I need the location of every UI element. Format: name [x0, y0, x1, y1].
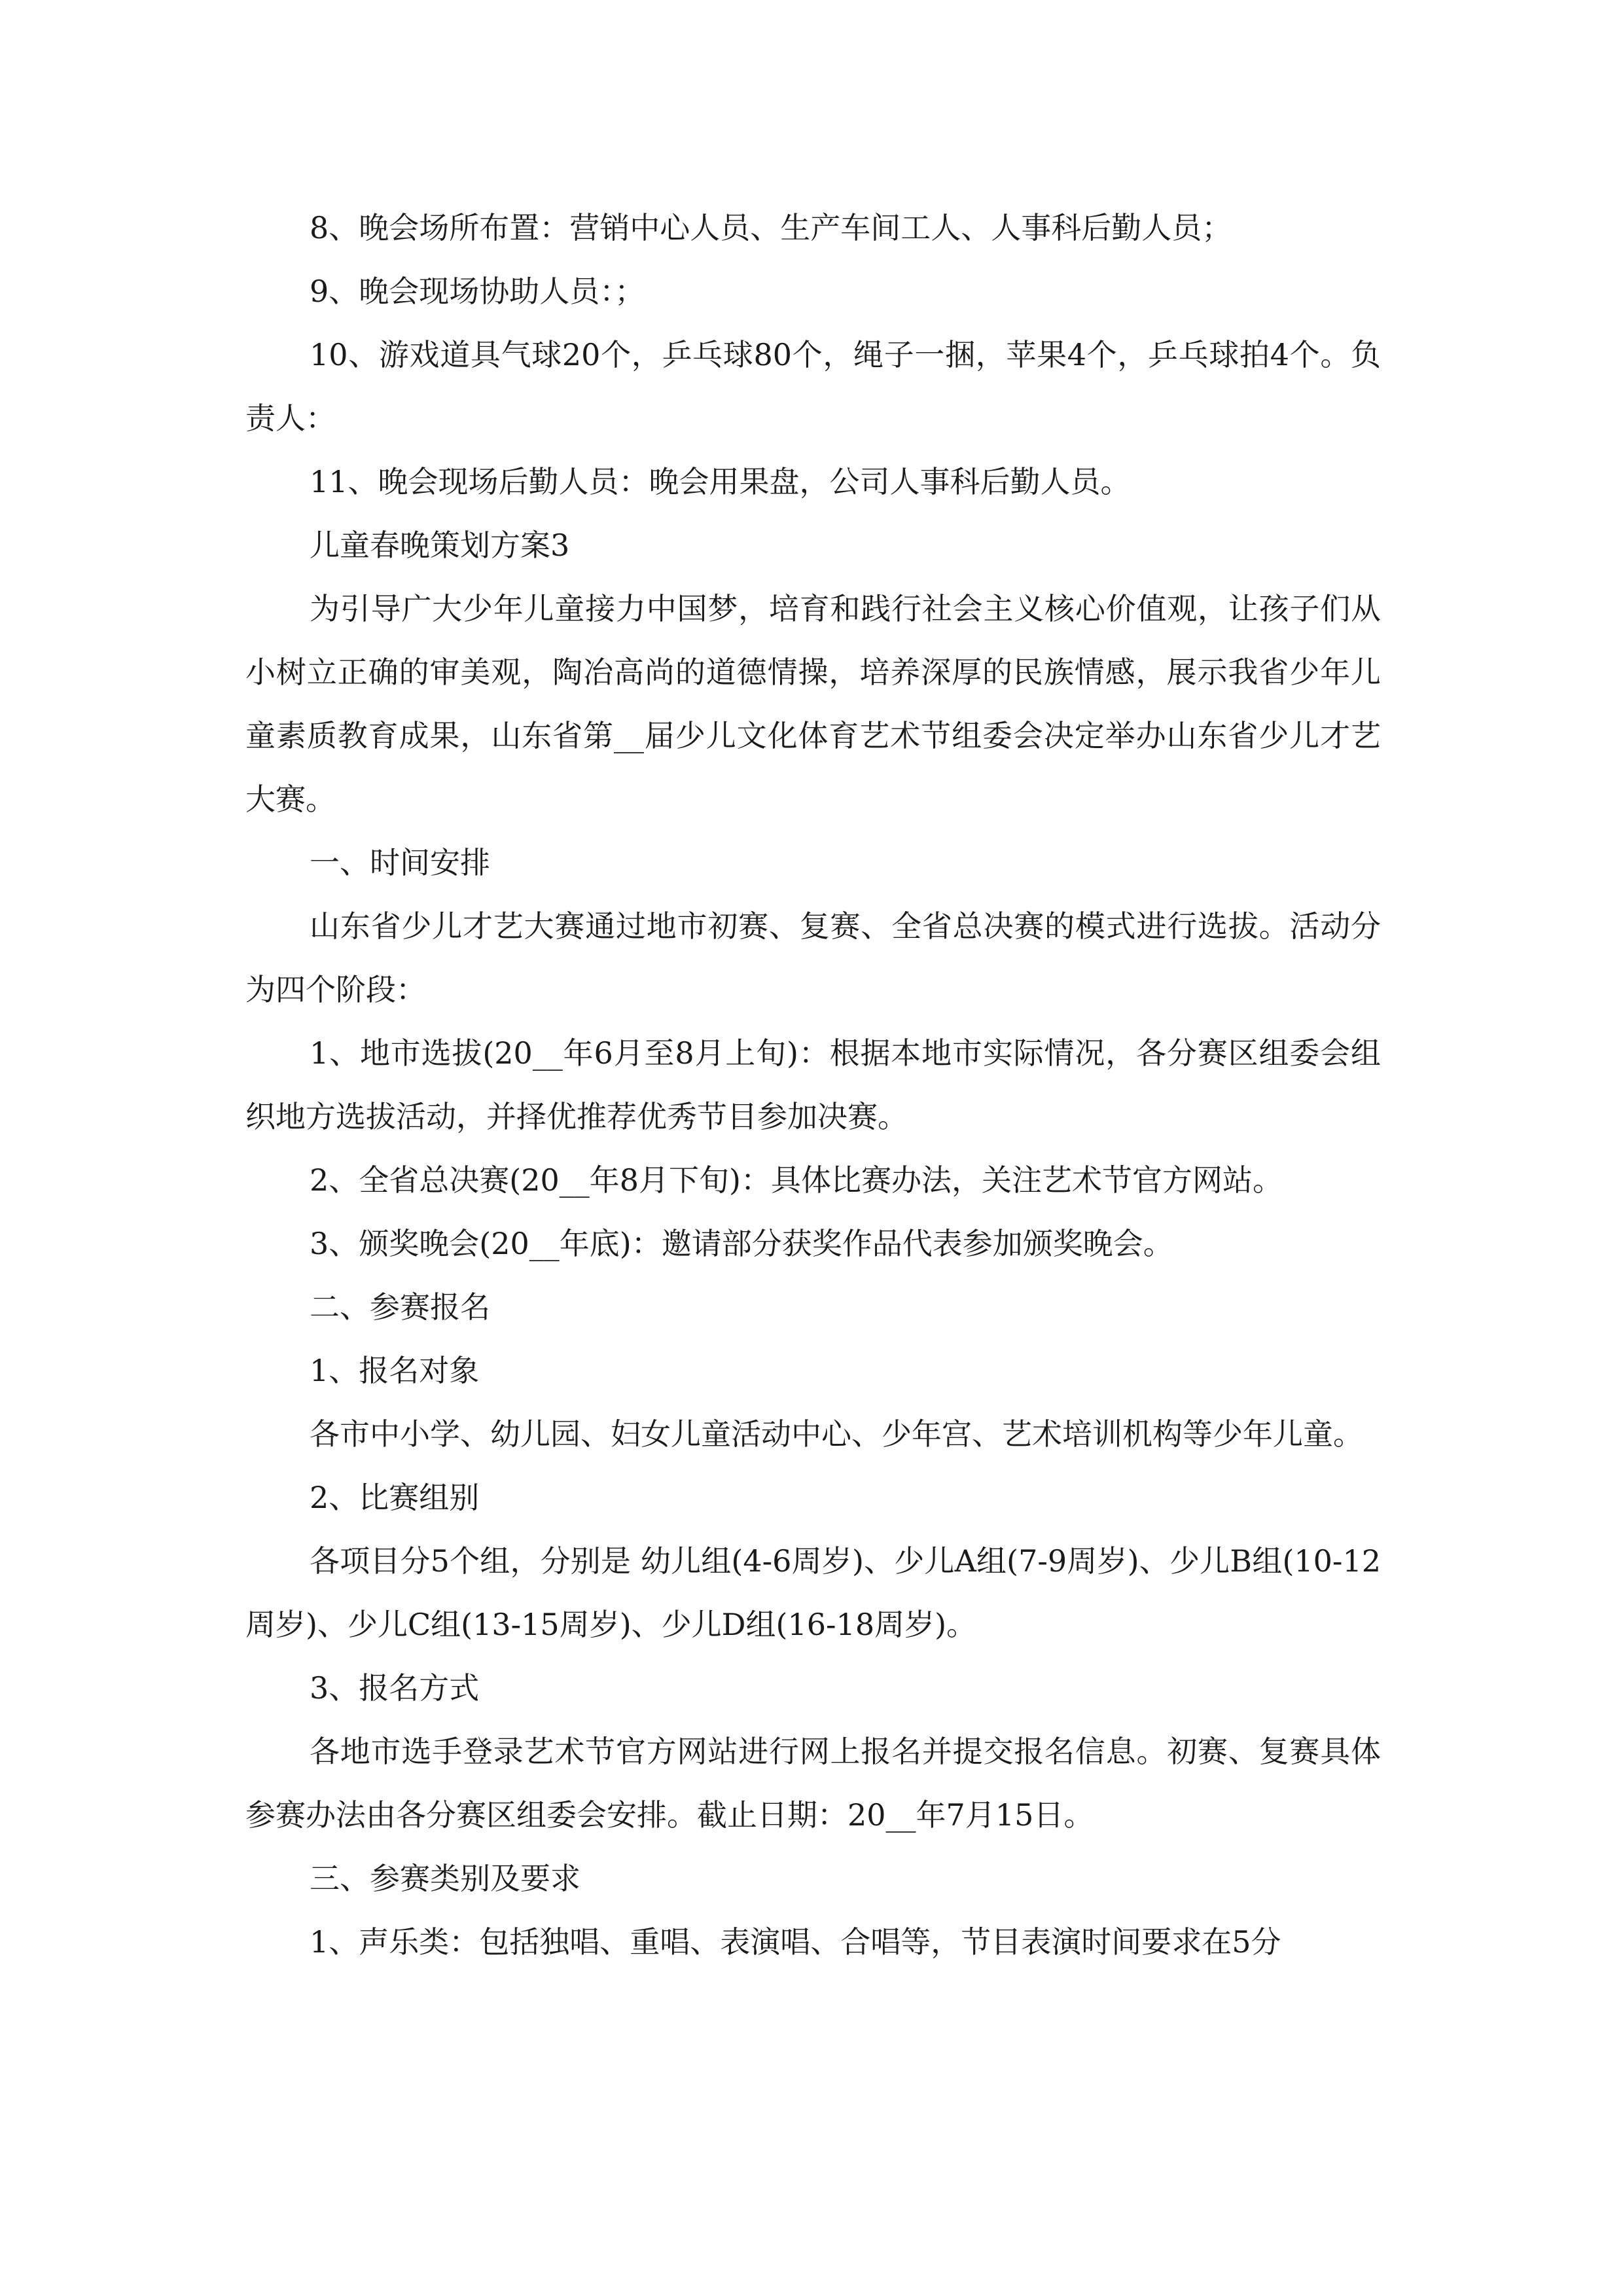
- paragraph-city-selection: 1、地市选拔(20__年6月至8月上旬)：根据本地市实际情况，各分赛区组委会组织地方选拔活动，并择优推荐优秀节目参加决赛。: [245, 1035, 1381, 1134]
- paragraph-venue-setup: 8、晚会场所布置：营销中心人员、生产车间工人、人事科后勤人员；: [310, 210, 1232, 245]
- section-title-plan-3: 儿童春晚策划方案3: [310, 528, 570, 563]
- paragraph-logistics-staff: 11、晚会现场后勤人员：晚会用果盘，公司人事科后勤人员。: [310, 464, 1131, 499]
- paragraph-participants: 各市中小学、幼儿园、妇女儿童活动中心、少年宫、艺术培训机构等少年儿童。: [310, 1416, 1363, 1452]
- heading-categories-requirements: 三、参赛类别及要求: [310, 1861, 580, 1896]
- paragraph-age-groups: 各项目分5个组，分别是 幼儿组(4-6周岁)、少儿A组(7-9周岁)、少儿B组(10-12周岁)、少儿C组(13-15周岁)、少儿D组(16-18周岁)。: [245, 1543, 1381, 1642]
- paragraph-award-gala: 3、颁奖晚会(20__年底)：邀请部分获奖作品代表参加颁奖晚会。: [310, 1226, 1173, 1261]
- heading-registration: 二、参赛报名: [310, 1289, 490, 1325]
- paragraph-registration-method: 各地市选手登录艺术节官方网站进行网上报名并提交报名信息。初赛、复赛具体参赛办法由各分赛区组委会安排。截止日期：20__年7月15日。: [245, 1734, 1381, 1833]
- subheading-age-groups: 2、比赛组别: [310, 1480, 480, 1515]
- document-body: [245, 196, 1381, 1974]
- paragraph-introduction: 为引导广大少年儿童接力中国梦，培育和践行社会主义核心价值观，让孩子们从小树立正确的审美观，陶冶高尚的道德情操，培养深厚的民族情感，展示我省少年儿童素质教育成果，山东省第__届少儿文化体育艺术节组委会决定举办山东省少儿才艺大赛。: [245, 591, 1381, 817]
- subheading-participants: 1、报名对象: [310, 1353, 480, 1388]
- heading-schedule: 一、时间安排: [310, 845, 490, 880]
- subheading-registration-method: 3、报名方式: [310, 1670, 480, 1706]
- paragraph-provincial-final: 2、全省总决赛(20__年8月下旬)：具体比赛办法，关注艺术节官方网站。: [310, 1162, 1283, 1198]
- paragraph-vocal-category: 1、声乐类：包括独唱、重唱、表演唱、合唱等，节目表演时间要求在5分: [310, 1924, 1281, 1960]
- paragraph-game-props: 10、游戏道具气球20个，乒乓球80个，绳子一捆，苹果4个，乒乓球拍4个。负责人：: [245, 337, 1381, 436]
- paragraph-schedule-overview: 山东省少儿才艺大赛通过地市初赛、复赛、全省总决赛的模式进行选拔。活动分为四个阶段：: [245, 908, 1381, 1007]
- paragraph-onsite-assistants: 9、晚会现场协助人员：；: [310, 274, 645, 309]
